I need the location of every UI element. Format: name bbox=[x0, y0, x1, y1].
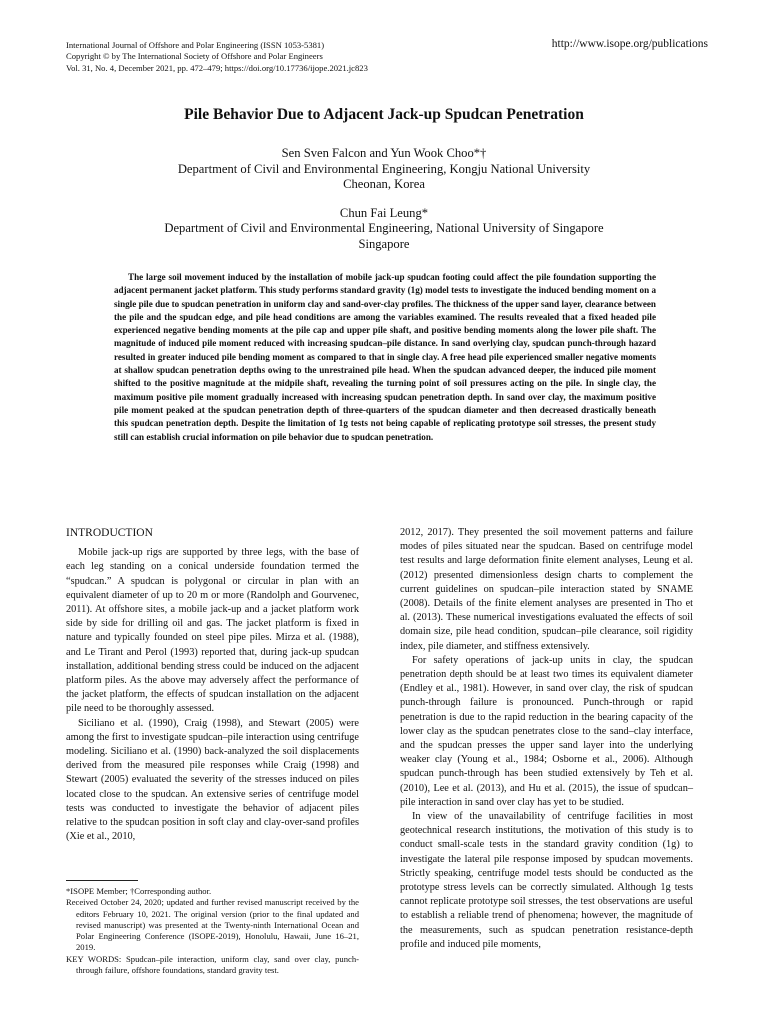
paragraph: Siciliano et al. (1990), Craig (1998), and Stewart (2005) were among the first to investigate spudcan–pile interaction using centrifuge modeling. Siciliano et al. (1990) back-analyzed the soil displacements derived from the measured pile responses while Craig (1998) and Stewart (2005) evaluated the severity of the stresses induced on piles located close to the spudcan. An extensive series of centrifuge model tests was conducted to investigate the behavior of adjacent piles relative to the spudcan position in soft clay and clay-over-sand profiles (Xie et al., 2010, bbox=[66, 717, 359, 843]
left-column bbox=[66, 526, 359, 844]
paragraph: Mobile jack-up rigs are supported by three legs, with the base of each leg standing on a conical underside foundation termed the “spudcan.” A spudcan is polygonal or circular in plan with an equivalent diameter of up to 20 m or more (Randolph and Gourvenec, 2011). At offshore sites, a mobile jack-up and a jacket platform work side by side for drilling oil and gas. The jacket platform is fixed in nature and typically founded on steel pipe piles. Mirza et al. (1988), and Le Tirant and Perol (1993) reported that, during jack-up spudcan installation, additional bending stress could be induced on the adjacent platform piles. As the above may adversely affect the performance of the jacket platform, the effects of spudcan installation on the adjacent pile need to be thoroughly assessed. bbox=[66, 547, 359, 715]
abstract: The large soil movement induced by the installation of mobile jack-up spudcan footing could affect the pile foundation supporting the adjacent permanent jacket platform. This study performs standard gravity (1g) model tests to investigate the induced bending moment on a single pile due to spudcan penetration in uniform clay and sand-over-clay profiles. The thickness of the upper sand layer, clearance between the pile and the spudcan edge, and pile head conditions are among the variables examined. The results revealed that a fixed headed pile experienced negative bending moments at the pile cap and upper pile shaft, and positive bending moments along the lower pile shaft. The magnitude of induced pile moment reduced with increasing spudcan–pile distance. In sand overlying clay, spudcan punch-through hazard resulted in greater induced pile bending moment as compared to that in single clay. A free head pile experienced smaller negative moments at shallow spudcan penetration depths owing to the unrestrained pile head. When the spudcan advanced deeper, the induced pile moment shifted to the positive magnitude at the midpile shaft, revealing the turning point of soil pressures acting on the pile. In single clay, the maximum positive pile moment gradually increased with increasing spudcan penetration depth. In sand over clay, the maximum positive pile moment peaked at the spudcan penetration depth of three-quarters of the spudcan diameter and then decreased drastically beneath this spudcan penetration depth. Despite the limitation of 1g tests not being capable of replicating prototype soil stresses, the present study still can establish crucial information on pile behavior due to spudcan penetration. bbox=[114, 272, 656, 442]
footnote-divider bbox=[66, 880, 138, 881]
affiliation-1: Department of Civil and Environmental Engineering, Kongju National University bbox=[177, 161, 591, 176]
paper-title: Pile Behavior Due to Adjacent Jack-up Spudcan Penetration bbox=[184, 106, 584, 123]
paragraph: For safety operations of jack-up units in clay, the spudcan penetration depth should be at least two times its equivalent diameter (Endley et al., 1981). However, in sand over clay, the risk of spudcan punch-through failure is pronounced. Punch-through or rapid penetration is due to the rapid reduction in the bearing capacity of the lower clay as the spudcan penetrates close to the sand–clay interface, and the spudcan presses the upper sand layer into the underlying weaker clay (Young et al., 1984; Osborne et al., 2006). Although spudcan punch-through has been studied extensively by Teh et al. (2010), Lee et al. (2013), and Hu et al. (2015), the issue of spudcan–pile interaction in sand over clay has yet to be studied. bbox=[400, 654, 693, 808]
journal-header bbox=[66, 40, 368, 74]
paragraph: In view of the unavailability of centrifuge facilities in most geotechnical research institutions, the motivation of this study is to conduct small-scale tests in the standard gravity condition (1g) to investigate the lateral pile response imposed by spudcan movements. Strictly speaking, centrifuge model tests should be conducted as the prototype stress levels can be correctly simulated. Although 1g tests cannot replicate prototype soil stresses, the test observations are useful to establish a reliable trend of phenomena; however, the magnitude of the measurements, such as spudcan penetration resistance-depth profile and induced pile moments, bbox=[400, 811, 693, 950]
affiliation-2: Department of Civil and Environmental Engineering, National University of Singapore bbox=[164, 221, 604, 236]
paragraph: 2012, 2017). They presented the soil movement patterns and failure modes of piles situated near the spudcan. Based on centrifuge model test results and large deformation finite element analyses, Leung et al. (2012) presented dimensionless design charts to complement the current guidelines on spudcan–pile interaction stated by SNAME (2008). Details of the finite element analyses are presented in Tho et al. (2013). These numerical investigations evaluated the effects of soil domain size, pile head condition, spudcan–pile clearance, soil rigidity index, pile diameter, and stiffness extensively. bbox=[400, 527, 693, 652]
author-block bbox=[0, 146, 768, 253]
journal-line: International Journal of Offshore and Polar Engineering (ISSN 1053-5381) bbox=[66, 40, 325, 50]
copyright-line: Copyright © by The International Society of Offshore and Polar Engineers bbox=[66, 51, 323, 62]
author-names-2: Chun Fai Leung* bbox=[339, 205, 429, 220]
footnotes bbox=[66, 886, 359, 976]
right-column bbox=[400, 526, 693, 952]
publications-url[interactable]: http://www.isope.org/publications bbox=[551, 38, 708, 50]
footnote-keywords: KEY WORDS: Spudcan–pile interaction, uniform clay, sand over clay, punch-through failure, offshore foundations, standard gravity test. bbox=[66, 953, 359, 976]
section-heading-introduction: INTRODUCTION bbox=[66, 527, 153, 539]
location-2: Singapore bbox=[358, 236, 410, 251]
footnote-membership: *ISOPE Member; †Corresponding author. bbox=[66, 886, 212, 896]
author-names-1: Sen Sven Falcon and Yun Wook Choo*† bbox=[281, 146, 487, 160]
footnote-received: Received October 24, 2020; updated and further revised manuscript received by the editors February 10, 2021. The original version (prior to the final updated and revised manuscript) was presented at the Twenty-ninth International Ocean and Polar Engineering Conference (ISOPE-2019), Honolulu, Hawaii, June 16–21, 2019. bbox=[66, 897, 359, 953]
location-1: Cheonan, Korea bbox=[343, 177, 425, 192]
volume-line: Vol. 31, No. 4, December 2021, pp. 472–479; https://doi.org/10.17736/ijope.2021.jc823 bbox=[66, 62, 368, 73]
